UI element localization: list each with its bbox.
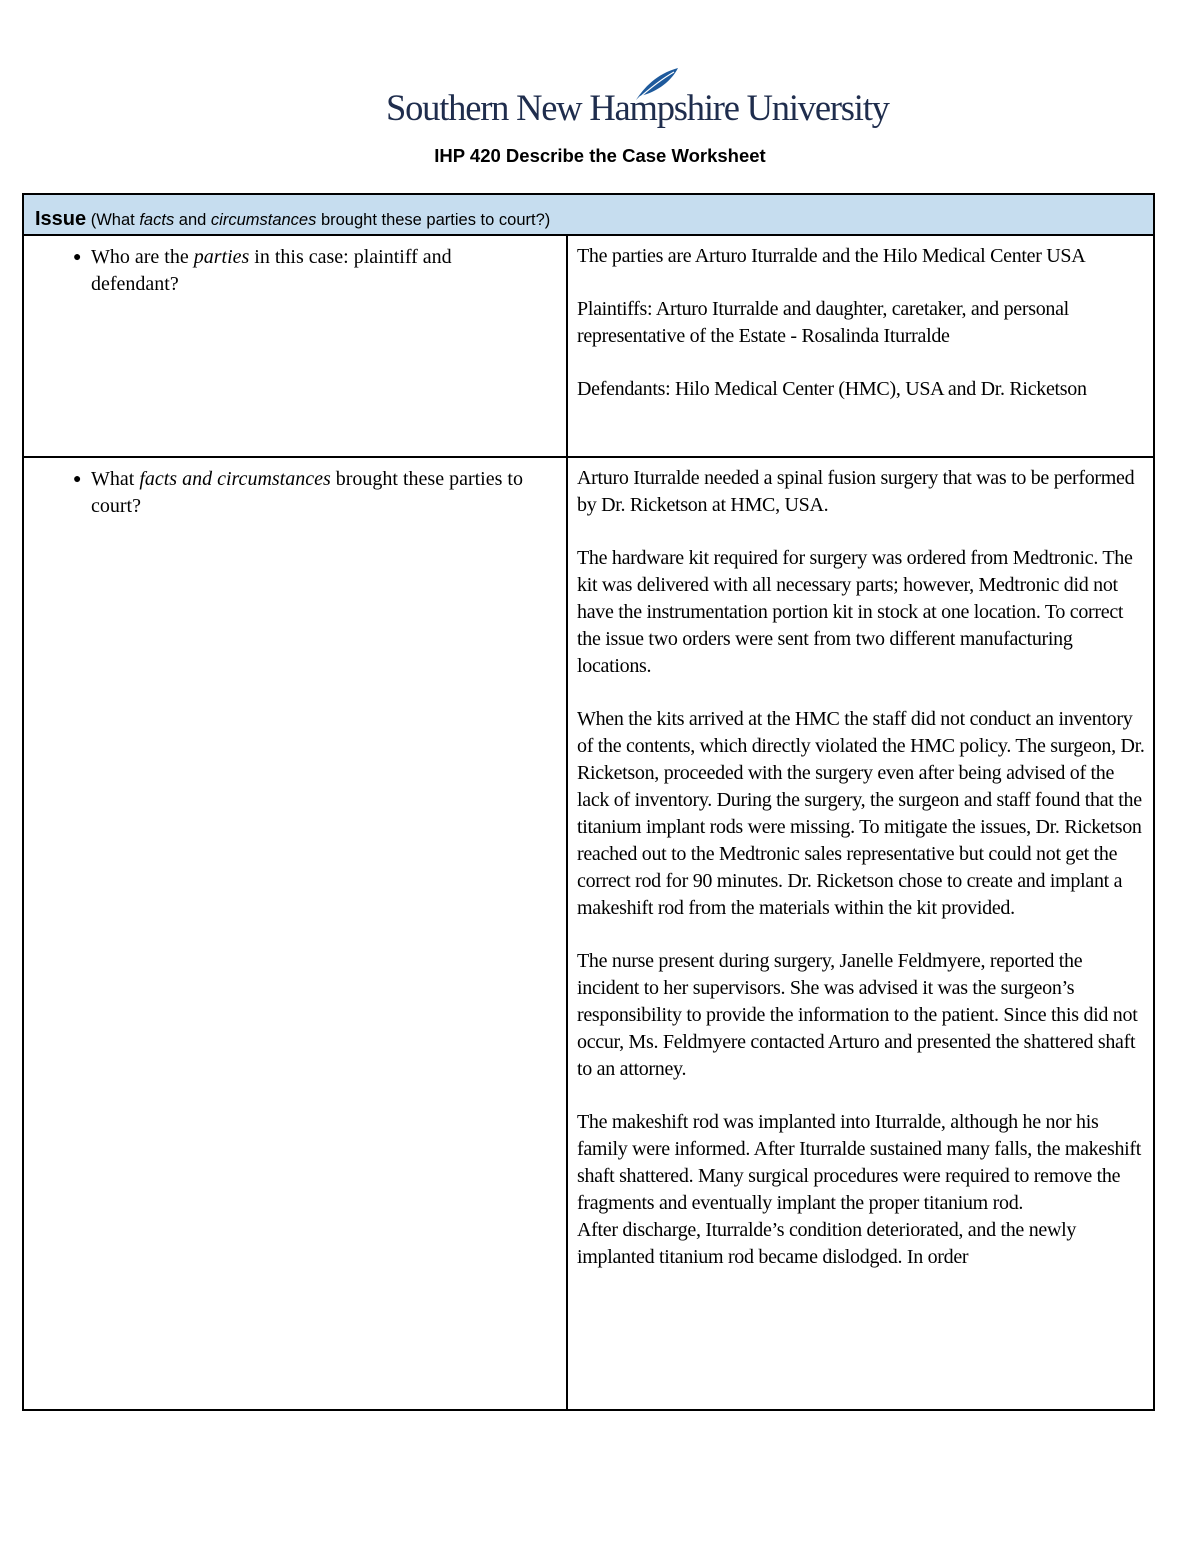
issue-label: Issue xyxy=(35,208,87,230)
bullet-icon: ● xyxy=(73,250,82,265)
table-row xyxy=(24,458,1153,1409)
question-text: in this case: plaintiff and defendant? xyxy=(91,246,452,295)
answer-paragraph: The parties are Arturo Iturralde and the Hilo Medical Center USA xyxy=(577,245,1086,267)
answer-paragraph: Plaintiffs: Arturo Iturralde and daughter, caretaker, and personal representative of the Estate - Rosalinda Iturralde xyxy=(577,298,1069,347)
question-cell xyxy=(73,466,533,520)
answer-paragraph: The nurse present during surgery, Janelle Feldmyere, reported the incident to her supervisors. She was advised it was the surgeon’s responsibility to provide the information to the patient. Since this did not occur, Ms. Feldmyere contacted Arturo and presented the shattered shaft to an attorney. xyxy=(577,950,1138,1080)
case-worksheet-table xyxy=(22,193,1155,1411)
page-title: IHP 420 Describe the Case Worksheet xyxy=(434,145,766,166)
answer-paragraph: When the kits arrived at the HMC the staff did not conduct an inventory of the contents, which directly violated the HMC policy. The surgeon, Dr. Ricketson, proceeded with the surgery even after being advised of the lack of inventory. During the surgery, the surgeon and staff found that the titanium implant rods were missing. To mitigate the issues, Dr. Ricketson reached out to the Medtronic sales representative but could not get the correct rod for 90 minutes. Dr. Ricketson chose to create and implant a makeshift rod from the materials within the kit provided. xyxy=(577,708,1145,919)
answer-paragraph: The makeshift rod was implanted into Iturralde, although he nor his family were informed. After Iturralde sustained many falls, the makeshift shaft shattered. Many surgical procedures were required to remove the fragments and eventually implant the proper titanium rod. xyxy=(577,1111,1142,1214)
question-text: brought these parties to court? xyxy=(91,468,523,517)
question-cell xyxy=(73,244,533,298)
logo-text: Southern New Hampshire University xyxy=(386,87,889,128)
question-text: Who are the xyxy=(91,246,194,268)
issue-emphasis-facts: facts xyxy=(139,211,175,229)
answer-cell xyxy=(577,243,1149,403)
table-row xyxy=(24,236,1153,458)
answer-paragraph: Defendants: Hilo Medical Center (HMC), USA and Dr. Ricketson xyxy=(577,378,1087,400)
issue-mid: and xyxy=(174,211,211,229)
answer-paragraph: After discharge, Iturralde’s condition deteriorated, and the newly implanted titanium rod became dislodged. In order xyxy=(577,1219,1077,1268)
issue-emphasis-circumstances: circumstances xyxy=(210,211,317,229)
issue-suffix: brought these parties to court?) xyxy=(316,211,551,229)
bullet-icon: ● xyxy=(73,472,82,487)
answer-cell xyxy=(577,465,1149,1411)
issue-header xyxy=(24,195,1153,236)
answer-paragraph: Arturo Iturralde needed a spinal fusion surgery that was to be performed by Dr. Ricketson at HMC, USA. xyxy=(577,467,1135,516)
question-emphasis: parties xyxy=(193,246,250,268)
question-text: What xyxy=(91,468,140,490)
question-emphasis: facts and circumstances xyxy=(139,468,331,490)
issue-prefix: (What xyxy=(86,211,140,229)
university-logo xyxy=(386,66,889,138)
answer-paragraph: The hardware kit required for surgery was ordered from Medtronic. The kit was delivered with all necessary parts; however, Medtronic did not have the instrumentation portion kit in stock at one location. To correct the issue two orders were sent from two different manufacturing locations. xyxy=(577,547,1133,677)
